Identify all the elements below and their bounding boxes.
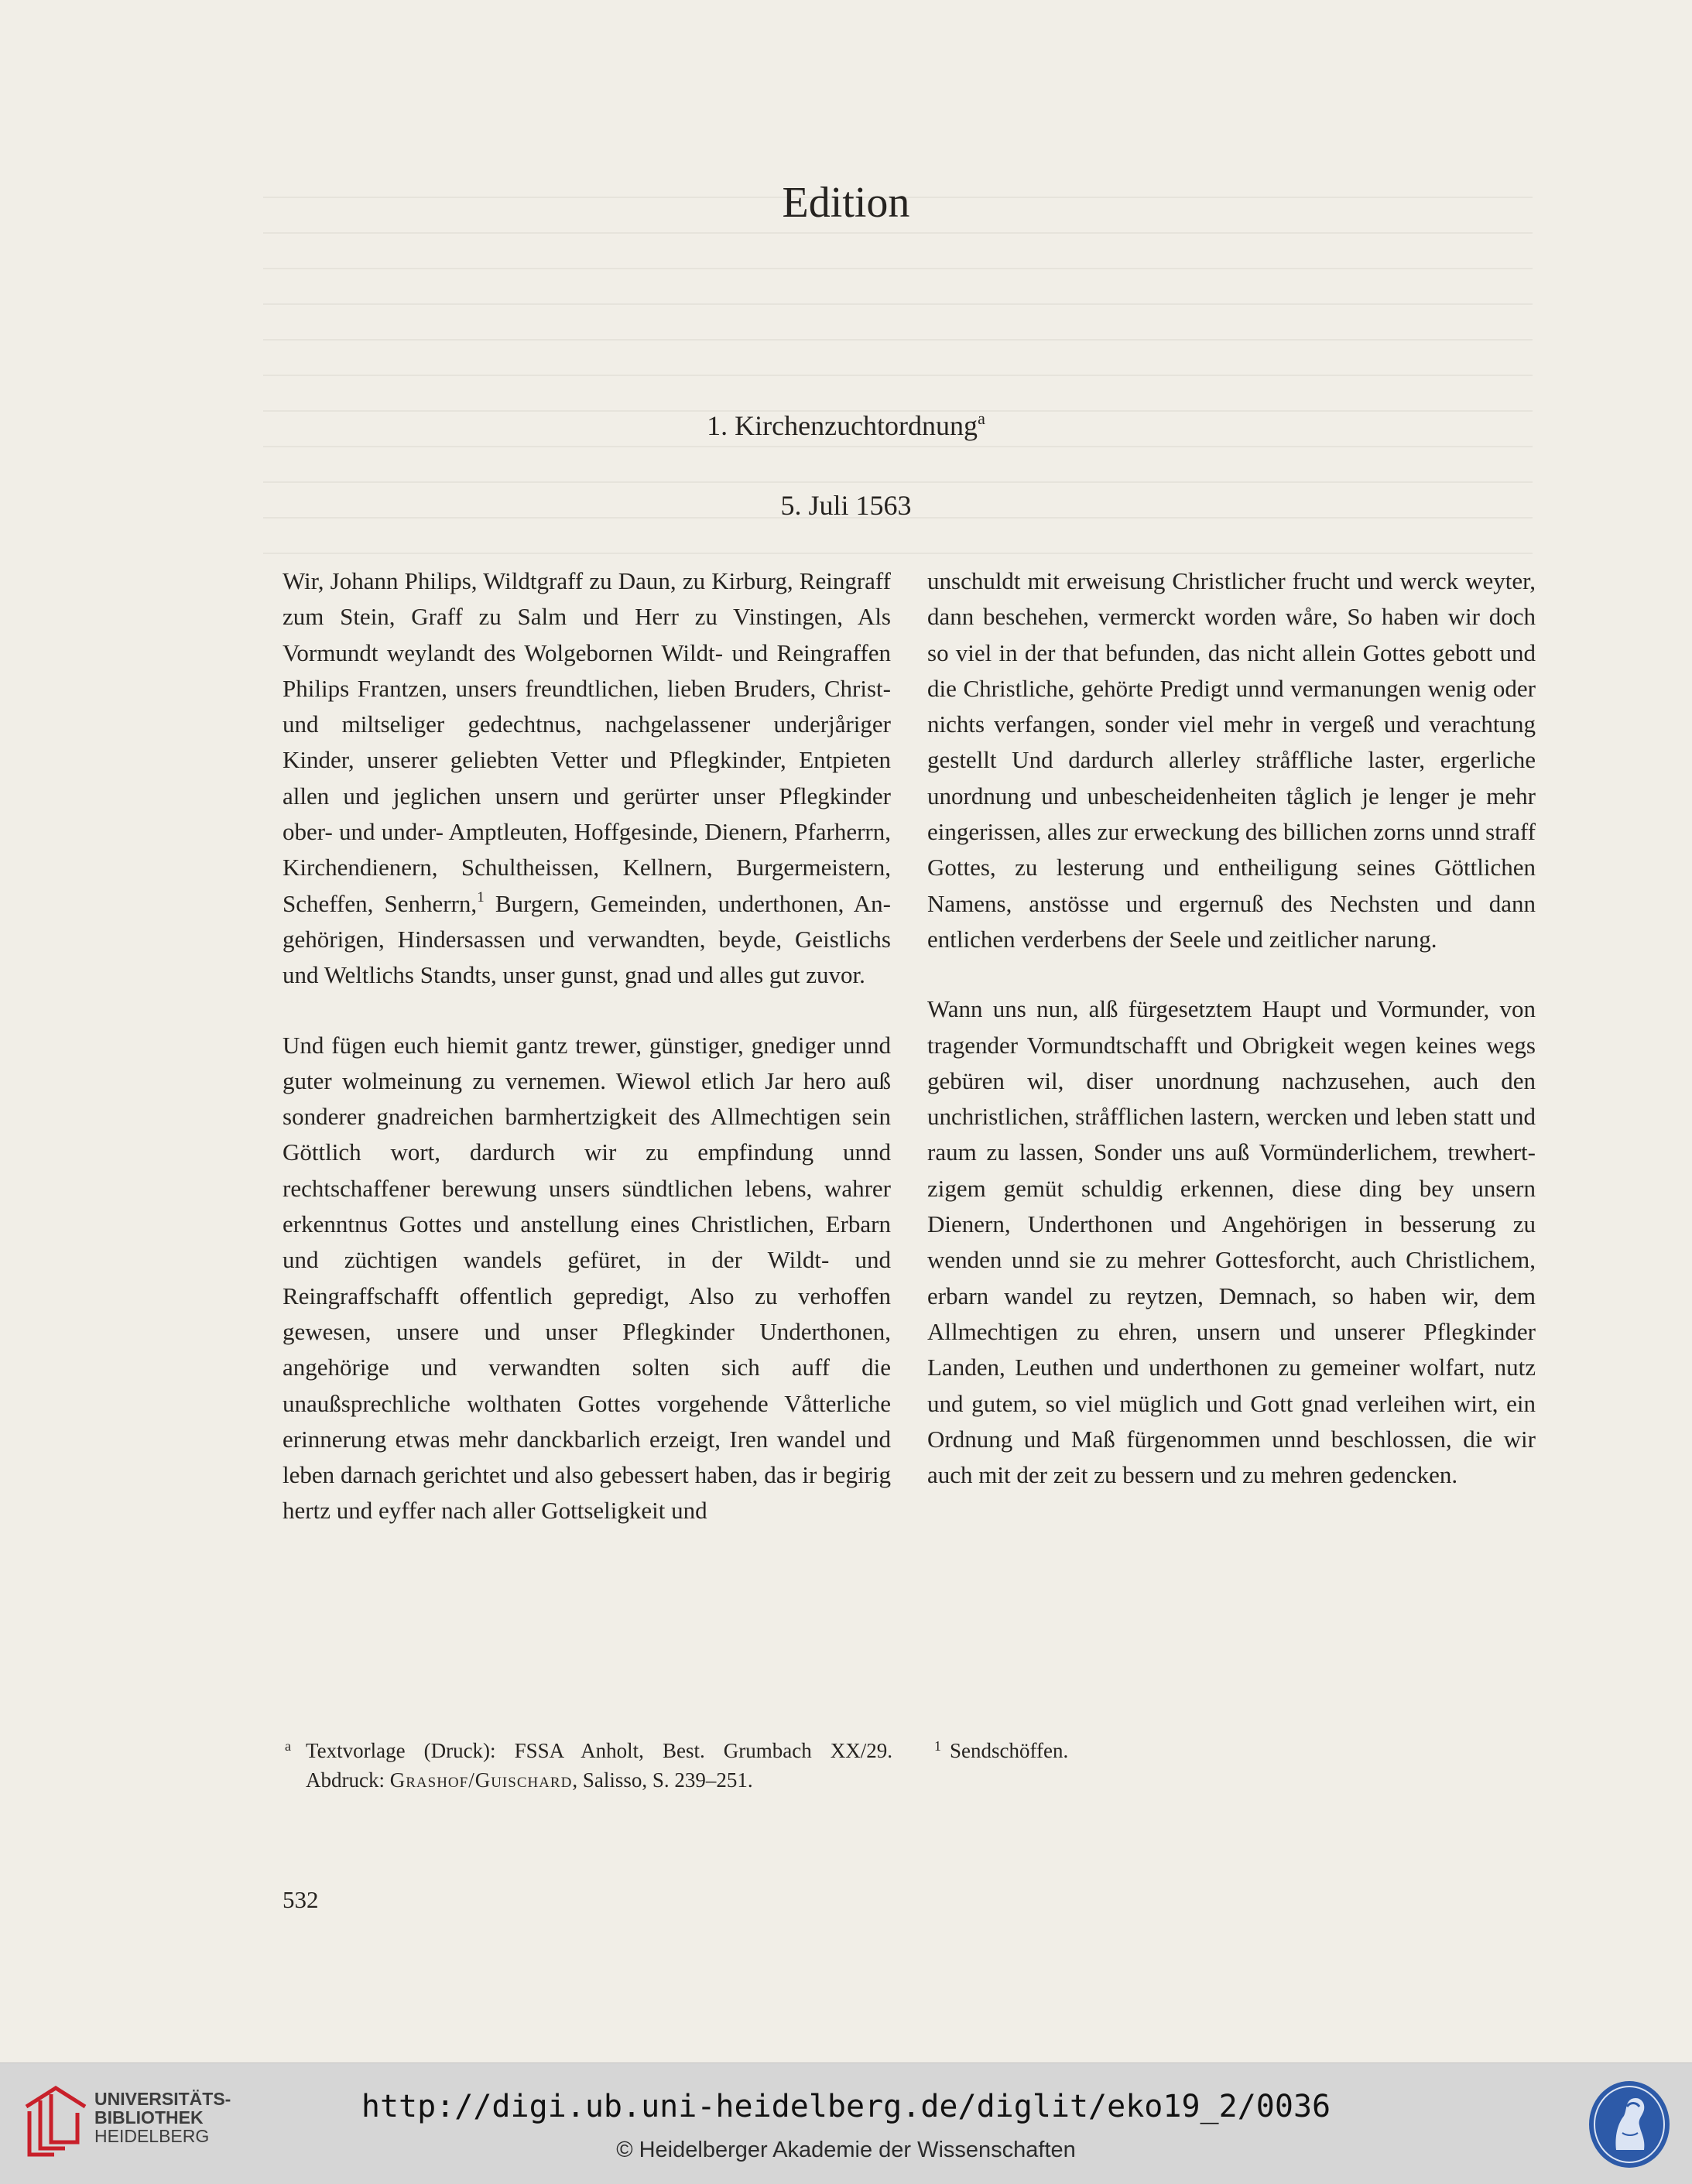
paragraph-salutation-part2: Burgern, Gemeinden, underthonen, Angehörigen, Hindersassen und verwandten, beyde, Geistlichs und Weltlichs Standts, unser gunst, gnad und alles gut zuvor. (283, 889, 891, 989)
paragraph-decree: Wann uns nun, alß fürgesetztem Haupt und Vormunder, von tragender Vormundtschafft und Obrigkeit wegen keines wegs gebüren wil, diser unordnung nachzusehen, auch den unchristlichen, stråfflichen lastern, wercken und leben statt und raum zu lassen, Sonder uns auß Vormünderlichem, trewhertzigem gemüt schuldig erkennen, diese ding bey unsern Dienern, Underthonen und Angehörigen in besserung zu wenden unnd sie zu mehrer Gottesforcht, auch Christlichem, erbarn wandel zu reytzen, Demnach, so haben wir, dem Allmechtigen zu ehren, unsern und unserer Pflegkinder Landen, Leuthen und underthonen zu gemeiner wolfart, nutz und gutem, so viel müglich und Gott gnad verleihen wirt, ein Ordnung und Maß fürgenommen unnd beschlossen, die wir auch mit der zeit zu bessern und zu mehren gedencken. (927, 995, 1536, 1489)
copyright-notice: © Heidelberger Akademie der Wissenschaften (616, 2138, 1076, 2162)
right-column (927, 563, 1536, 1493)
paragraph-intent: Und fügen euch hiemit gantz trewer, günstiger, gnediger unnd guter wolmeinung zu vernemen. Wiewol etlich Jar hero auß sonderer gnadreichen barmhertzigkeit des Allmechtigen sein Göttlich wort, dardurch wir zu empfindung unnd rechtschaffener berewung unsers sündtlichen lebens, wahrer erkenntnus Gottes und anstellung eines Christlichen, Erbarn und züchtigen wandels gefüret, in der Wildt- und Reingraffschafft offentlich gepredigt, Also zu verhoffen gewesen, unsere und unser Pflegkinder Underthonen, angehörige und verwandten solten sich auff die unaußsprechliche wolthaten Gottes vorgehende Våtterliche erinnerung etwas mehr danckbarlich erzeigt, Iren wandel und leben darnach gerichtet und also gebessert haben, das ir begirig hertz und eyffer nach aller Gottseligkeit und (283, 1031, 891, 1525)
paragraph-salutation-part1: Wir, Johann Philips, Wildtgraff zu Daun, zu Kirburg, Reingraff zum Stein, Graff zu Salm und Herr zu Vinstingen, Als Vormundt weylandt des Wolgebornen Wildt- und Reingraffen Philips Frantzen, unsers freundtlichen, lieben Bruders, Christ- und miltseliger gedechtnus, nachgelassener underjåriger Kinder, unserer geliebten Vetter und Pflegkinder, Entpieten allen und jeglichen unsern und gerürter unser Pflegkinder ober- und under- Amptleuten, Hoffgesinde, Dienern, Pfarherrn, Kirchendienern, Schultheissen, Kellnern, Burgermeistern, Scheffen, Senherrn, (283, 567, 891, 917)
footnote-a (285, 1736, 892, 1795)
footnote-1-text: Sendschöffen. (950, 1739, 1069, 1762)
footnote-a-marker: a (285, 1738, 291, 1754)
left-column (283, 563, 891, 1529)
section-title: Edition (782, 179, 910, 227)
permalink-url[interactable]: http://digi.ub.uni-heidelberg.de/diglit/eko19_2/0036 (361, 2089, 1331, 2124)
paragraph-continuation: unschuldt mit erweisung Christlicher frucht und werck weyter, dann beschehen, vermerckt worden wåre, So haben wir doch so viel in der that befunden, das nicht allein Gottes gebott und die Christliche, gehörte Predigt unnd vermanungen wenig oder nichts verfangen, sonder viel mehr in vergeß und verachtung gestellt Und dardurch allerley stråffliche laster, ergerliche unordnung und unbescheidenheiten tåglich je lenger je mehr eingerissen, alles zur erweckung des billichen zorns unnd straff Gottes, zu lesterung und entheiligung seines Göttlichen Namens, anstösse und ergernuß des Nechsten und dann entlichen verderbens der Seele und zeitlicher narung. (927, 567, 1536, 953)
document-title-text: 1. Kirchenzuchtordnung (707, 410, 978, 441)
footnote-a-text1: Textvorlage (Druck): FSSA Anholt, Best. Grumbach XX/29. Abdruck: (306, 1739, 892, 1792)
document-date: 5. Juli 1563 (780, 490, 912, 521)
footnote-ref-1: 1 (477, 888, 485, 905)
footnote-1 (934, 1736, 1414, 1765)
footnote-a-text2: , Salisso, S. 239–251. (572, 1768, 753, 1792)
library-name-line3: HEIDELBERG (94, 2126, 210, 2146)
paragraph-salutation (283, 563, 891, 994)
document-title (0, 409, 1692, 442)
footnote-1-marker: 1 (934, 1738, 941, 1754)
footnote-ref-a: a (978, 409, 985, 428)
academy-seal-icon[interactable] (1587, 2079, 1672, 2170)
page-number: 532 (283, 1886, 319, 1913)
library-name-line1: UNIVERSITÄTS- (94, 2089, 231, 2109)
footnote-a-authors: Grashof/Guischard (389, 1768, 573, 1792)
library-name-line2: BIBLIOTHEK (94, 2107, 204, 2128)
